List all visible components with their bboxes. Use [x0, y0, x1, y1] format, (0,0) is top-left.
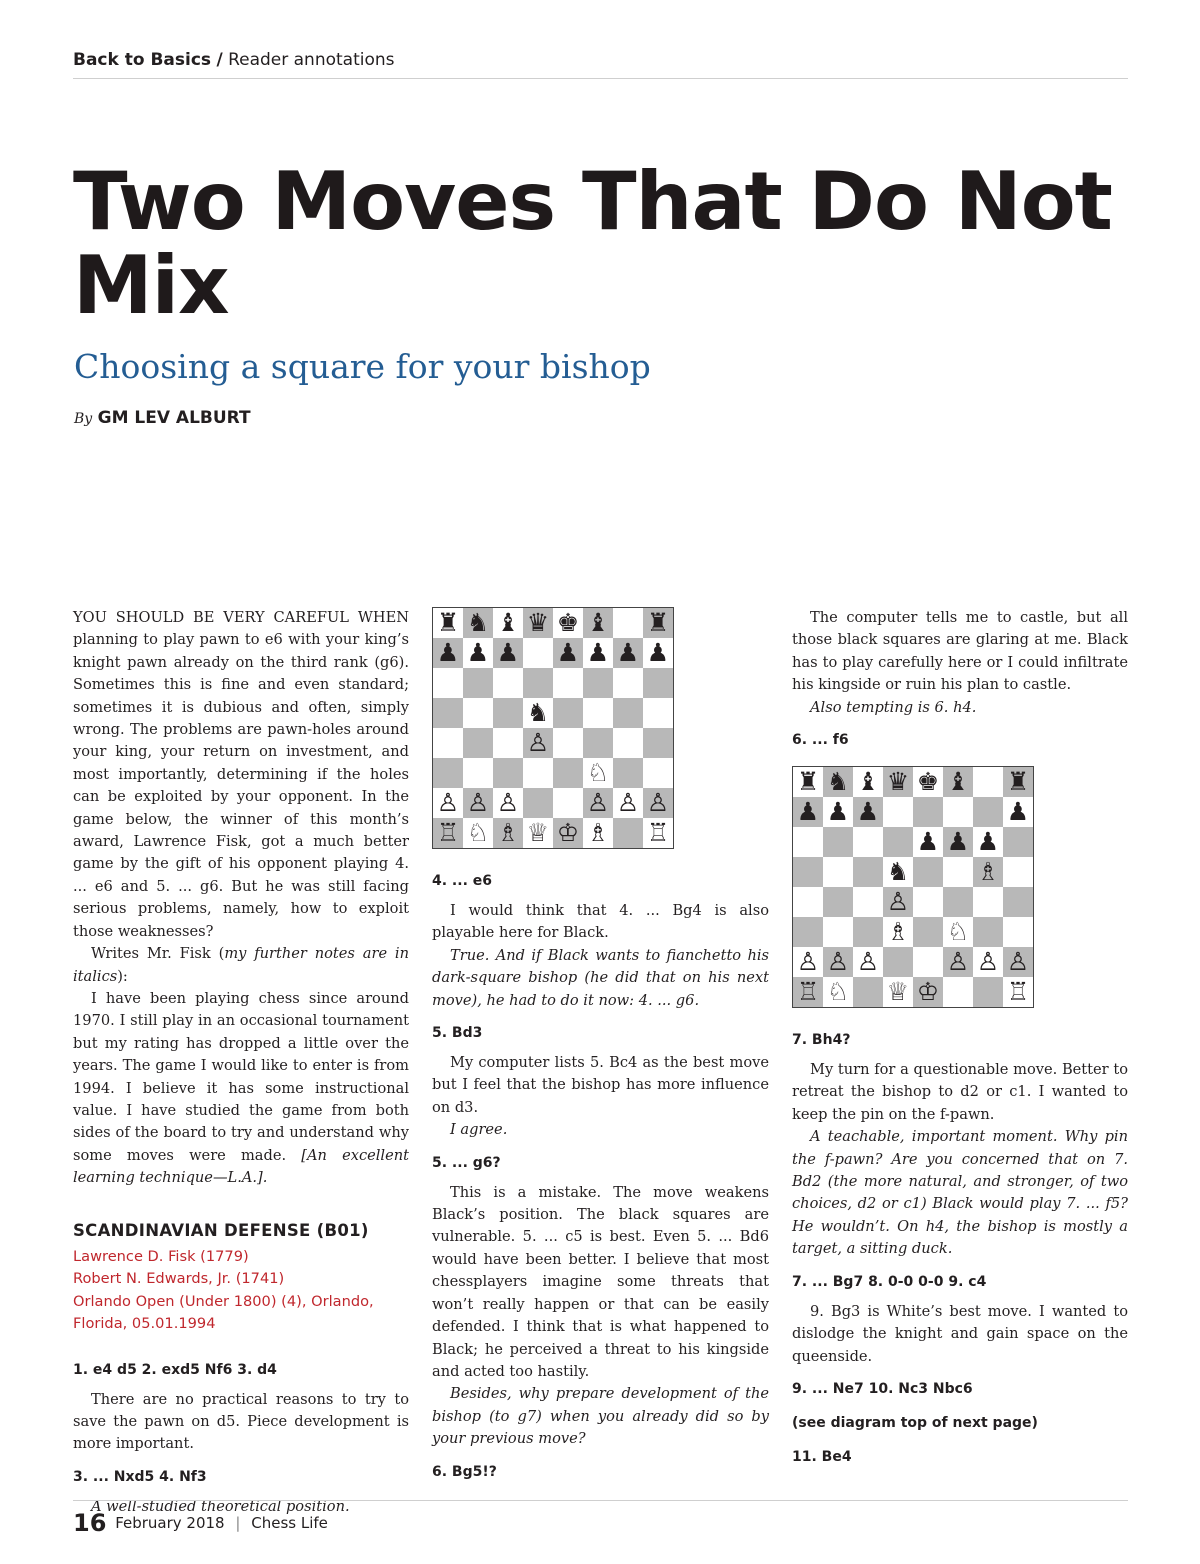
move-line: 11. Be4 — [792, 1448, 852, 1465]
column-1 — [73, 607, 409, 1518]
white-pawn-icon: ♙ — [793, 947, 823, 977]
comment-paragraph: I agree. — [450, 1121, 508, 1139]
article-subtitle: Choosing a square for your bishop — [74, 347, 651, 386]
board-square — [463, 668, 493, 698]
black-pawn-icon: ♟ — [1003, 797, 1033, 827]
black-queen-icon: ♛ — [523, 608, 553, 638]
board-square — [553, 698, 583, 728]
board-square — [943, 797, 973, 827]
white-pawn-icon: ♙ — [463, 788, 493, 818]
white-rook-icon: ♖ — [793, 977, 823, 1007]
board-square — [823, 857, 853, 887]
black-knight-icon: ♞ — [463, 608, 493, 638]
board-square — [493, 728, 523, 758]
board-square — [553, 668, 583, 698]
board-square — [583, 668, 613, 698]
board-square — [913, 797, 943, 827]
board-square — [613, 818, 643, 848]
history-paragraph — [73, 988, 409, 1190]
board-square — [433, 668, 463, 698]
comment-paragraph: Besides, why prepare development of the bishop (to g7) when you already did so by your previous move? — [432, 1385, 769, 1448]
board-square — [883, 947, 913, 977]
black-pawn-icon: ♟ — [463, 638, 493, 668]
black-pawn-icon: ♟ — [613, 638, 643, 668]
intro-paragraph: YOU SHOULD BE VERY CAREFUL WHEN planning to play pawn to e6 with your king’s knight pawn already on the third rank (g6). Sometimes this is fine and even standard; sometimes it is dubious and often, simply wrong. The problems are pawn-holes around your king, your return on investment, and most importantly, determining if the holes can be exploited by your opponent. In the game below, the winner of this month’s award, Lawrence Fisk, got a much better game by the gift of his opponent playing 4. ... e6 and 5. ... g6. But he was still facing serious problems, namely, how to exploit those weaknesses? — [73, 609, 409, 940]
board-square — [913, 857, 943, 887]
white-pawn-icon: ♙ — [853, 947, 883, 977]
board-square — [613, 668, 643, 698]
black-pawn-icon: ♟ — [493, 638, 523, 668]
move-line: 6. ... f6 — [792, 732, 849, 749]
black-pawn-icon: ♟ — [553, 638, 583, 668]
white-bishop-icon: ♗ — [583, 818, 613, 848]
board-square — [943, 857, 973, 887]
board-square — [973, 887, 1003, 917]
comment-paragraph: Also tempting is 6. h4. — [810, 698, 977, 716]
comment-paragraph: A teachable, important moment. Why pin the f-pawn? Are you concerned that on 7. Bd2 (the more natural, and stronger, of two choices, d2 or c1) Black would play 7. ... f5? He wouldn’t. On h4, the bishop is mostly a target, a sitting duck. — [792, 1128, 1128, 1258]
opening-heading: SCANDINAVIAN DEFENSE (B01) — [73, 1220, 369, 1240]
black-rook-icon: ♜ — [643, 608, 673, 638]
comment-paragraph: A well-studied theoretical position. — [91, 1497, 350, 1515]
board-square — [553, 728, 583, 758]
black-bishop-icon: ♝ — [943, 767, 973, 797]
board-square — [973, 767, 1003, 797]
board-square — [973, 797, 1003, 827]
board-square — [913, 947, 943, 977]
game-info-line: Robert N. Edwards, Jr. (1741) — [73, 1270, 285, 1288]
board-square — [553, 758, 583, 788]
board-square — [1003, 887, 1033, 917]
white-bishop-icon: ♗ — [493, 818, 523, 848]
white-pawn-icon: ♙ — [433, 788, 463, 818]
move-line: 9. ... Ne7 10. Nc3 Nbc6 — [792, 1380, 973, 1397]
column-2 — [432, 607, 769, 1491]
black-pawn-icon: ♟ — [913, 827, 943, 857]
board-square — [553, 788, 583, 818]
board-square — [643, 758, 673, 788]
board-square — [433, 698, 463, 728]
comment-paragraph: 9. Bg3 is White’s best move. I wanted to dislodge the knight and gain space on the queenside. — [792, 1302, 1128, 1365]
white-rook-icon: ♖ — [433, 818, 463, 848]
board-square — [823, 917, 853, 947]
comment-paragraph: The computer tells me to castle, but all those black squares are glaring at me. Black has to play carefully here or I could infiltrate his kingside or ruin his plan to castle. — [792, 609, 1128, 694]
move-line: 7. ... Bg7 8. 0-0 0-0 9. c4 — [792, 1273, 987, 1290]
black-pawn-icon: ♟ — [973, 827, 1003, 857]
magazine-name: Chess Life — [251, 1514, 328, 1532]
comment-paragraph: My turn for a questionable move. Better to retreat the bishop to d2 or c1. I wanted to keep the pin on the f-pawn. — [792, 1061, 1128, 1123]
black-pawn-icon: ♟ — [643, 638, 673, 668]
black-queen-icon: ♛ — [883, 767, 913, 797]
white-rook-icon: ♖ — [643, 818, 673, 848]
comment-paragraph: True. And if Black wants to fianchetto his dark-square bishop (he did that on his next move), he had to do it now: 4. ... g6. — [432, 946, 769, 1009]
game-info-line: Orlando Open (Under 1800) (4), Orlando, — [73, 1292, 374, 1310]
board-square — [793, 827, 823, 857]
subsection-name: Reader annotations — [228, 50, 395, 70]
history-text: I have been playing chess since around 1970. I still play in an occasional tournament but my rating has dropped a little over the years. The game I would like to enter is from 1994. I believe it has some instructional value. I have studied the game from both sides of the board to try and understand why some moves were made. — [73, 989, 409, 1164]
article-title: Two Moves That Do Not Mix — [73, 155, 1112, 332]
move-line: 1. e4 d5 2. exd5 Nf6 3. d4 — [73, 1361, 277, 1378]
move-line: 5. Bd3 — [432, 1025, 483, 1042]
section-name: Back to Basics — [73, 50, 212, 70]
board-square — [1003, 857, 1033, 887]
board-square — [493, 698, 523, 728]
comment-paragraph: This is a mistake. The move weakens Black’s position. The black squares are vulnerable. 5. ... c5 is best. Even 5. ... Bd6 would have been better. I believe that most chessplayers imagine some threats that won’t really happen or that can be easily defended. I think that is what happened to Black; he perceived a threat to his kingside and acted too hastily. — [432, 1183, 769, 1380]
move-line: 6. Bg5!? — [432, 1463, 497, 1480]
board-square — [853, 857, 883, 887]
move-line: 3. ... Nxd5 4. Nf3 — [73, 1468, 207, 1485]
white-pawn-icon: ♙ — [613, 788, 643, 818]
board-square — [463, 728, 493, 758]
board-square — [493, 758, 523, 788]
game-info — [73, 1246, 409, 1336]
footer-separator: | — [235, 1514, 241, 1532]
board-square — [973, 917, 1003, 947]
chess-diagram-2 — [792, 766, 1034, 1008]
white-pawn-icon: ♙ — [883, 887, 913, 917]
white-knight-icon: ♘ — [823, 977, 853, 1007]
move-line: 4. ... e6 — [432, 873, 492, 889]
board-square — [973, 977, 1003, 1007]
white-king-icon: ♔ — [553, 818, 583, 848]
comment-paragraph: There are no practical reasons to try to save the pawn on d5. Piece development is more important. — [73, 1390, 409, 1453]
white-pawn-icon: ♙ — [523, 728, 553, 758]
board-square — [853, 827, 883, 857]
board-square — [943, 977, 973, 1007]
board-square — [913, 917, 943, 947]
board-square — [523, 668, 553, 698]
board-square — [793, 917, 823, 947]
black-knight-icon: ♞ — [823, 767, 853, 797]
black-knight-icon: ♞ — [883, 857, 913, 887]
black-bishop-icon: ♝ — [493, 608, 523, 638]
byline-author: GM LEV ALBURT — [97, 408, 251, 428]
writes-end: ): — [117, 967, 128, 985]
black-pawn-icon: ♟ — [823, 797, 853, 827]
black-bishop-icon: ♝ — [853, 767, 883, 797]
comment-paragraph: I would think that 4. ... Bg4 is also playable here for Black. — [432, 902, 769, 942]
board-square — [643, 698, 673, 728]
board-square — [943, 887, 973, 917]
board-square — [643, 728, 673, 758]
issue-date: February 2018 — [115, 1514, 225, 1532]
white-queen-icon: ♕ — [883, 977, 913, 1007]
board-square — [613, 758, 643, 788]
white-queen-icon: ♕ — [523, 818, 553, 848]
writes-text: Writes Mr. Fisk ( — [91, 945, 225, 963]
white-king-icon: ♔ — [913, 977, 943, 1007]
byline-by: By — [74, 411, 93, 427]
board-square — [583, 728, 613, 758]
black-bishop-icon: ♝ — [583, 608, 613, 638]
board-square — [853, 887, 883, 917]
writes-italic: my further notes are in italics — [73, 945, 409, 985]
white-knight-icon: ♘ — [463, 818, 493, 848]
white-pawn-icon: ♙ — [973, 947, 1003, 977]
board-square — [823, 887, 853, 917]
page-number: 16 — [73, 1509, 107, 1537]
white-bishop-icon: ♗ — [883, 917, 913, 947]
board-square — [613, 728, 643, 758]
black-rook-icon: ♜ — [433, 608, 463, 638]
white-pawn-icon: ♙ — [643, 788, 673, 818]
board-square — [1003, 827, 1033, 857]
board-square — [613, 608, 643, 638]
board-square — [883, 827, 913, 857]
white-knight-icon: ♘ — [583, 758, 613, 788]
header-slash: / — [216, 50, 223, 70]
column-3 — [792, 607, 1128, 1476]
board-square — [853, 917, 883, 947]
black-king-icon: ♚ — [913, 767, 943, 797]
board-square — [1003, 917, 1033, 947]
white-pawn-icon: ♙ — [583, 788, 613, 818]
board-square — [823, 827, 853, 857]
black-pawn-icon: ♟ — [853, 797, 883, 827]
black-pawn-icon: ♟ — [583, 638, 613, 668]
board-square — [463, 698, 493, 728]
board-square — [523, 638, 553, 668]
writes-paragraph — [73, 943, 409, 988]
game-info-line: Lawrence D. Fisk (1779) — [73, 1247, 249, 1265]
white-rook-icon: ♖ — [1003, 977, 1033, 1007]
board-square — [643, 668, 673, 698]
black-king-icon: ♚ — [553, 608, 583, 638]
board-square — [853, 977, 883, 1007]
black-rook-icon: ♜ — [1003, 767, 1033, 797]
chess-diagram-1 — [432, 607, 674, 849]
page-footer — [73, 1500, 1128, 1537]
black-knight-icon: ♞ — [523, 698, 553, 728]
game-info-line: Florida, 05.01.1994 — [73, 1315, 216, 1333]
board-square — [793, 887, 823, 917]
board-square — [583, 698, 613, 728]
board-square — [883, 797, 913, 827]
black-rook-icon: ♜ — [793, 767, 823, 797]
section-header — [73, 50, 1128, 79]
board-square — [913, 887, 943, 917]
black-pawn-icon: ♟ — [433, 638, 463, 668]
board-square — [463, 758, 493, 788]
board-square — [793, 857, 823, 887]
move-line: 5. ... g6? — [432, 1154, 501, 1171]
board-square — [433, 758, 463, 788]
white-pawn-icon: ♙ — [823, 947, 853, 977]
byline — [74, 408, 251, 428]
board-square — [523, 758, 553, 788]
white-pawn-icon: ♙ — [493, 788, 523, 818]
board-square — [523, 788, 553, 818]
white-bishop-icon: ♗ — [973, 857, 1003, 887]
board-square — [613, 698, 643, 728]
board-square — [493, 668, 523, 698]
move-line: 7. Bh4? — [792, 1032, 851, 1049]
board-square — [433, 728, 463, 758]
black-pawn-icon: ♟ — [793, 797, 823, 827]
history-note: [An excellent learning technique—L.A.]. — [73, 1146, 410, 1187]
white-pawn-icon: ♙ — [1003, 947, 1033, 977]
see-diagram-note: (see diagram top of next page) — [792, 1414, 1038, 1431]
white-pawn-icon: ♙ — [943, 947, 973, 977]
white-knight-icon: ♘ — [943, 917, 973, 947]
comment-paragraph: My computer lists 5. Bc4 as the best move but I feel that the bishop has more influence on d3. — [432, 1054, 769, 1116]
black-pawn-icon: ♟ — [943, 827, 973, 857]
